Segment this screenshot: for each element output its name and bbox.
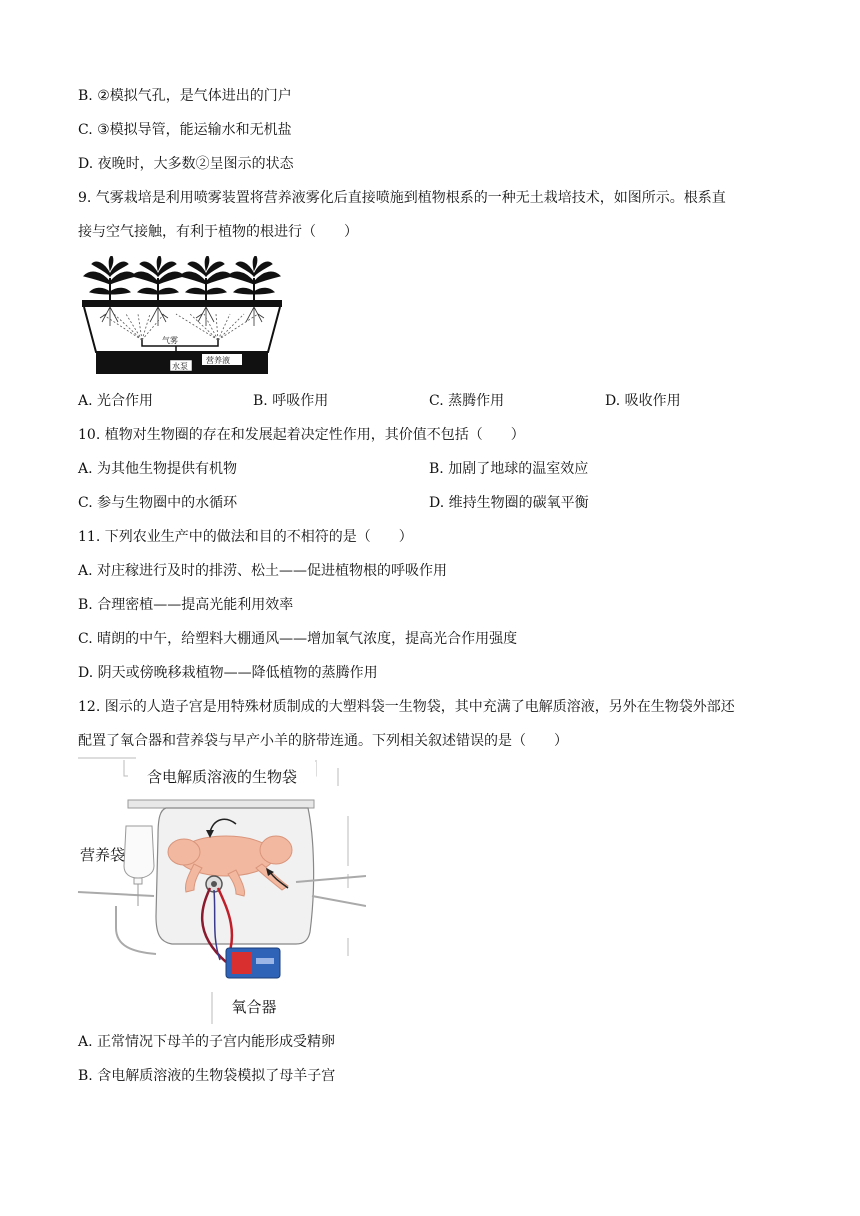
plants xyxy=(84,256,280,300)
bio-bag-label: 含电解质溶液的生物袋 xyxy=(146,768,298,786)
oxygenator-label: 氧合器 xyxy=(231,998,277,1016)
q8-option-d: D. 夜晚时，大多数②呈图示的状态 xyxy=(78,156,294,172)
nutrient-label: 营养液 xyxy=(206,356,230,365)
q12-stem-line1: 12. 图示的人造子宫是用特殊材质制成的大塑料袋一生物袋，其中充满了电解质溶液，另外在生物袋外部还 xyxy=(78,699,735,715)
q8-option-b: B. ②模拟气孔，是气体进出的门户 xyxy=(78,88,292,104)
nutrient-bag-label: 营养袋 xyxy=(80,846,126,864)
q11-option-c: C. 晴朗的中午，给塑料大棚通风——增加氧气浓度，提高光合作用强度 xyxy=(78,631,518,647)
q11-option-d: D. 阴天或傍晚移栽植物——降低植物的蒸腾作用 xyxy=(78,665,378,681)
q12-stem-line2: 配置了氧合器和营养袋与早产小羊的脐带连通。下列相关叙述错误的是（ ） xyxy=(78,733,568,749)
q9-option-b: B. 呼吸作用 xyxy=(253,393,329,409)
mist-label: 气雾 xyxy=(162,336,178,345)
oxygenator xyxy=(226,948,280,978)
aeroponics-figure xyxy=(80,256,284,376)
q10-option-b: B. 加剧了地球的温室效应 xyxy=(429,461,589,477)
q10-option-c: C. 参与生物圈中的水循环 xyxy=(78,495,238,511)
q12-option-b: B. 含电解质溶液的生物袋模拟了母羊子宫 xyxy=(78,1068,336,1084)
q11-option-a: A. 对庄稼进行及时的排涝、松土——促进植物根的呼吸作用 xyxy=(78,563,448,579)
q9-option-d: D. 吸收作用 xyxy=(605,393,681,409)
q11-option-b: B. 合理密植——提高光能利用效率 xyxy=(78,597,294,613)
q12-option-a: A. 正常情况下母羊的子宫内能形成受精卵 xyxy=(78,1034,336,1050)
q9-option-c: C. 蒸腾作用 xyxy=(429,393,505,409)
q9-option-a: A. 光合作用 xyxy=(78,393,154,409)
q10-option-a: A. 为其他生物提供有机物 xyxy=(78,461,238,477)
q10-stem: 10. 植物对生物圈的存在和发展起着决定性作用，其价值不包括（ ） xyxy=(78,427,525,443)
q9-stem-line2: 接与空气接触，有利于植物的根进行（ ） xyxy=(78,224,358,240)
q8-option-c: C. ③模拟导管，能运输水和无机盐 xyxy=(78,122,292,138)
pump-label: 水泵 xyxy=(172,362,188,371)
q11-stem: 11. 下列农业生产中的做法和目的不相符的是（ ） xyxy=(78,529,413,545)
artificial-womb-figure xyxy=(76,756,366,1024)
q9-stem-line1: 9. 气雾栽培是利用喷雾装置将营养液雾化后直接喷施到植物根系的一种无土栽培技术，如图所示。根系直 xyxy=(78,190,726,206)
q10-option-d: D. 维持生物圈的碳氧平衡 xyxy=(429,495,589,511)
